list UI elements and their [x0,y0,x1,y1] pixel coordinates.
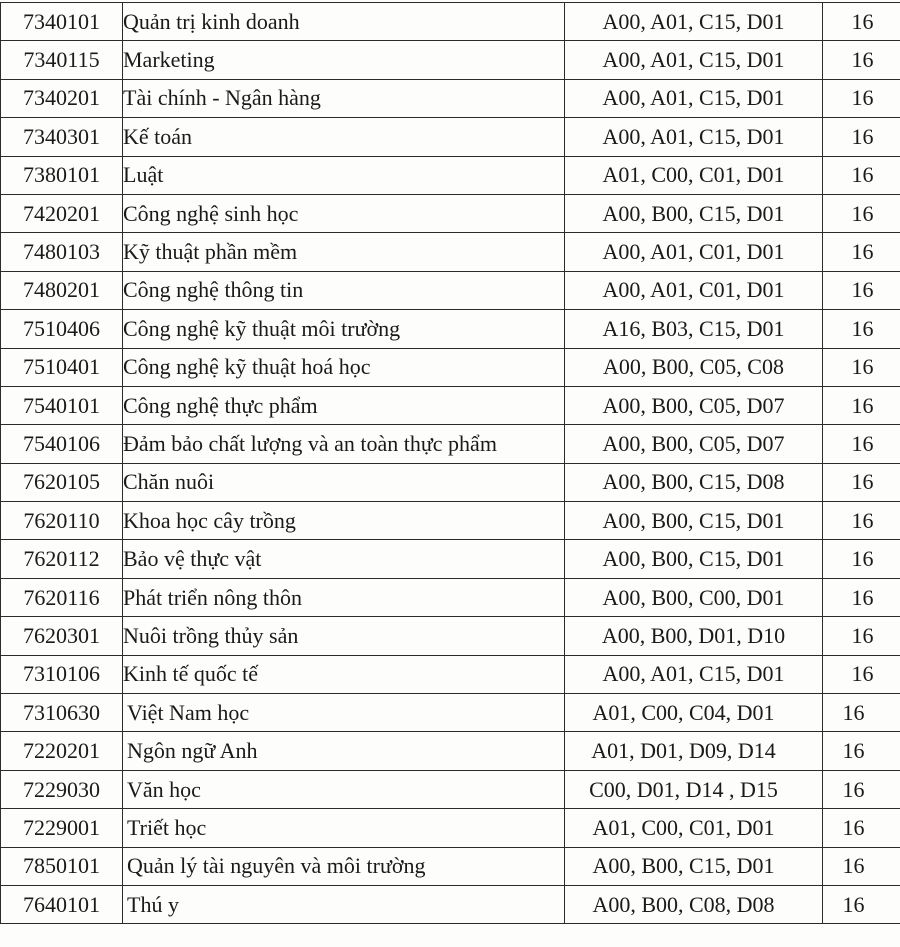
subject-combinations-cell: A00, B00, C15, D01 [565,847,823,885]
code-cell: 7480103 [1,233,123,271]
table-row [1,770,900,808]
table-row [1,847,900,885]
program-name-cell: Kế toán [123,118,565,156]
program-name-cell: Công nghệ kỹ thuật hoá học [123,348,565,386]
code-cell: 7229001 [1,809,123,847]
program-name-cell: Luật [123,156,565,194]
table-row [1,386,900,424]
code-cell: 7340115 [1,41,123,79]
code-cell: 7850101 [1,847,123,885]
table-row [1,118,900,156]
program-name-cell: Công nghệ thực phẩm [123,386,565,424]
program-name-cell: Công nghệ thông tin [123,271,565,309]
subject-combinations-cell: A00, B00, D01, D10 [565,617,823,655]
table-row [1,655,900,693]
program-name-cell: Quản lý tài nguyên và môi trường [123,847,565,885]
code-cell: 7620116 [1,578,123,616]
benchmark-score-cell: 16 [823,271,900,309]
subject-combinations-cell: A00, A01, C15, D01 [565,3,823,41]
code-cell: 7480201 [1,271,123,309]
benchmark-score-cell: 16 [823,79,900,117]
benchmark-score-cell: 16 [823,310,900,348]
benchmark-score-cell: 16 [823,885,900,923]
benchmark-score-cell: 16 [823,694,900,732]
admission-score-table [0,2,900,924]
subject-combinations-cell: A00, A01, C15, D01 [565,655,823,693]
code-cell: 7220201 [1,732,123,770]
code-cell: 7620105 [1,463,123,501]
benchmark-score-cell: 16 [823,425,900,463]
program-name-cell: Thú y [123,885,565,923]
program-name-cell: Ngôn ngữ Anh [123,732,565,770]
benchmark-score-cell: 16 [823,386,900,424]
code-cell: 7540101 [1,386,123,424]
benchmark-score-cell: 16 [823,655,900,693]
subject-combinations-cell: A00, B00, C15, D01 [565,194,823,232]
code-cell: 7340301 [1,118,123,156]
subject-combinations-cell: A00, A01, C01, D01 [565,271,823,309]
table-row [1,578,900,616]
benchmark-score-cell: 16 [823,118,900,156]
benchmark-score-cell: 16 [823,809,900,847]
program-name-cell: Công nghệ sinh học [123,194,565,232]
benchmark-score-cell: 16 [823,578,900,616]
table-row [1,694,900,732]
table-row [1,809,900,847]
subject-combinations-cell: A01, C00, C04, D01 [565,694,823,732]
table-row [1,425,900,463]
subject-combinations-cell: A00, B00, C15, D01 [565,502,823,540]
table-body [1,3,900,924]
program-name-cell: Chăn nuôi [123,463,565,501]
subject-combinations-cell: A00, B00, C05, D07 [565,386,823,424]
subject-combinations-cell: A00, B00, C15, D08 [565,463,823,501]
table-row [1,348,900,386]
benchmark-score-cell: 16 [823,194,900,232]
program-name-cell: Tài chính - Ngân hàng [123,79,565,117]
code-cell: 7510401 [1,348,123,386]
subject-combinations-cell: A00, B00, C00, D01 [565,578,823,616]
benchmark-score-cell: 16 [823,502,900,540]
benchmark-score-cell: 16 [823,3,900,41]
subject-combinations-cell: A00, A01, C15, D01 [565,79,823,117]
subject-combinations-cell: A00, B00, C05, C08 [565,348,823,386]
table-row [1,271,900,309]
benchmark-score-cell: 16 [823,617,900,655]
table-row [1,463,900,501]
subject-combinations-cell: A00, B00, C05, D07 [565,425,823,463]
code-cell: 7229030 [1,770,123,808]
benchmark-score-cell: 16 [823,348,900,386]
table-row [1,194,900,232]
subject-combinations-cell: A01, C00, C01, D01 [565,156,823,194]
subject-combinations-cell: A01, D01, D09, D14 [565,732,823,770]
table-row [1,41,900,79]
subject-combinations-cell: A00, A01, C15, D01 [565,41,823,79]
program-name-cell: Công nghệ kỹ thuật môi trường [123,310,565,348]
benchmark-score-cell: 16 [823,463,900,501]
table-row [1,540,900,578]
program-name-cell: Bảo vệ thực vật [123,540,565,578]
subject-combinations-cell: A00, B00, C08, D08 [565,885,823,923]
code-cell: 7310106 [1,655,123,693]
code-cell: 7380101 [1,156,123,194]
code-cell: 7340201 [1,79,123,117]
benchmark-score-cell: 16 [823,41,900,79]
subject-combinations-cell: C00, D01, D14 , D15 [565,770,823,808]
program-name-cell: Marketing [123,41,565,79]
benchmark-score-cell: 16 [823,233,900,271]
program-name-cell: Triết học [123,809,565,847]
table-row [1,79,900,117]
program-name-cell: Quản trị kinh doanh [123,3,565,41]
benchmark-score-cell: 16 [823,540,900,578]
subject-combinations-cell: A01, C00, C01, D01 [565,809,823,847]
benchmark-score-cell: 16 [823,847,900,885]
code-cell: 7620112 [1,540,123,578]
program-name-cell: Văn học [123,770,565,808]
table-row [1,732,900,770]
table-row [1,617,900,655]
subject-combinations-cell: A00, A01, C15, D01 [565,118,823,156]
table-row [1,233,900,271]
subject-combinations-cell: A00, A01, C01, D01 [565,233,823,271]
table-row [1,502,900,540]
benchmark-score-cell: 16 [823,732,900,770]
code-cell: 7620110 [1,502,123,540]
program-name-cell: Khoa học cây trồng [123,502,565,540]
code-cell: 7340101 [1,3,123,41]
table-row [1,156,900,194]
subject-combinations-cell: A00, B00, C15, D01 [565,540,823,578]
code-cell: 7540106 [1,425,123,463]
code-cell: 7310630 [1,694,123,732]
benchmark-score-cell: 16 [823,770,900,808]
program-name-cell: Phát triển nông thôn [123,578,565,616]
program-name-cell: Nuôi trồng thủy sản [123,617,565,655]
code-cell: 7620301 [1,617,123,655]
code-cell: 7510406 [1,310,123,348]
program-name-cell: Việt Nam học [123,694,565,732]
table-row [1,3,900,41]
table-row [1,885,900,923]
program-name-cell: Kinh tế quốc tế [123,655,565,693]
subject-combinations-cell: A16, B03, C15, D01 [565,310,823,348]
code-cell: 7420201 [1,194,123,232]
program-name-cell: Đảm bảo chất lượng và an toàn thực phẩm [123,425,565,463]
benchmark-score-cell: 16 [823,156,900,194]
code-cell: 7640101 [1,885,123,923]
program-name-cell: Kỹ thuật phần mềm [123,233,565,271]
table-row [1,310,900,348]
